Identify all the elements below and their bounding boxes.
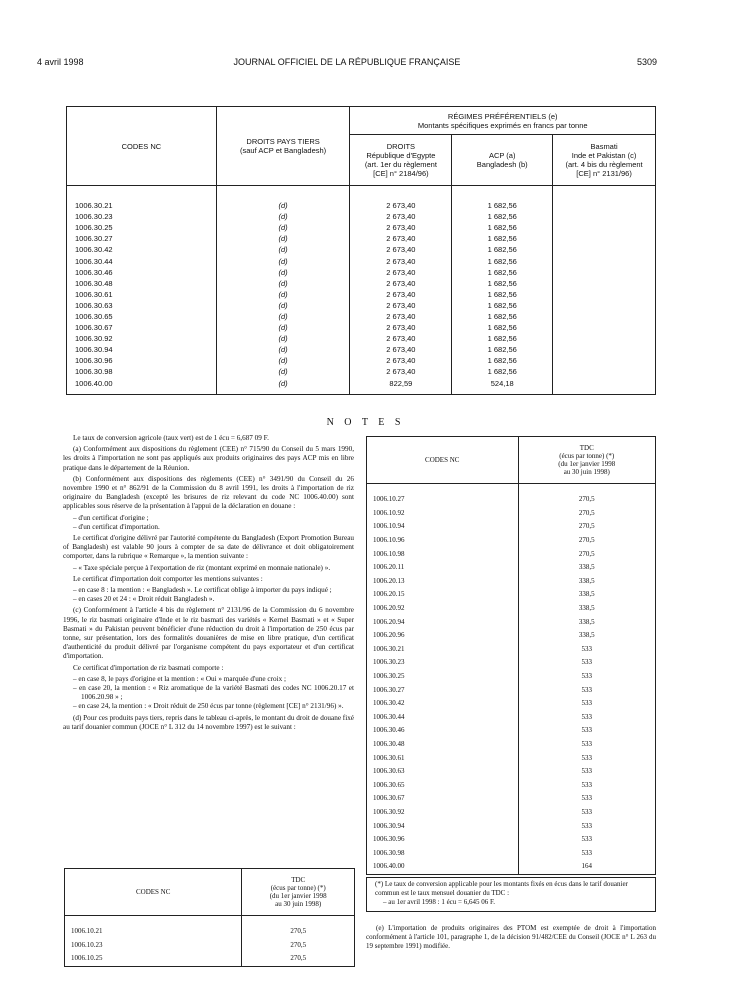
table-row: [367, 697, 656, 711]
code-nc-cell: 1006.30.63: [367, 765, 519, 779]
table-row: [367, 507, 656, 521]
tdc-value-cell: 533: [518, 724, 656, 738]
tdc-value-cell: 533: [518, 778, 656, 792]
basmati-value-cell: [553, 222, 656, 233]
acp-value-cell: 1 682,56: [452, 233, 553, 244]
header-line: (du 1er janvier 1998: [269, 892, 327, 900]
basmati-value-cell: [553, 186, 656, 212]
basmati-value-cell: [553, 278, 656, 289]
basmati-value-cell: [553, 378, 656, 395]
table-row: [367, 670, 656, 684]
main-table-body: [67, 186, 656, 395]
acp-value-cell: 1 682,56: [452, 222, 553, 233]
droits-tiers-cell: (d): [216, 244, 350, 255]
table-row: [367, 534, 656, 548]
header-line: DROITS PAYS TIERS: [246, 137, 320, 146]
code-nc-cell: 1006.30.65: [367, 778, 519, 792]
tdc-value-cell: 533: [518, 670, 656, 684]
header-line: Inde et Pakistan (c): [571, 151, 637, 160]
tdc-footnote: (*) Le taux de conversion applicable pour les montants fixés en écus dans le tarif douanier commun est le taux mensuel douanier du TDC :: [375, 880, 628, 897]
header-line: [CE] n° 2184/96): [373, 169, 429, 178]
acp-value-cell: 1 682,56: [452, 211, 553, 222]
code-nc-cell: 1006.30.48: [367, 738, 519, 752]
table-row: [367, 656, 656, 670]
tdc-value-cell: 533: [518, 656, 656, 670]
table-row: [367, 765, 656, 779]
table-row: [67, 255, 656, 266]
header-acp-bangladesh: [452, 135, 553, 186]
header-date: 4 avril 1998: [37, 57, 84, 67]
droits-tiers-cell: (d): [216, 222, 350, 233]
egypte-value-cell: 2 673,40: [350, 289, 452, 300]
table-row: [65, 952, 355, 966]
header-line: République d'Egypte: [366, 151, 436, 160]
note-list-item: – en case 8 : la mention : « Bangladesh ». Le certificat oblige à importer du pays indiqué ;: [73, 586, 332, 595]
table-row: [67, 244, 656, 255]
egypte-value-cell: 2 673,40: [350, 333, 452, 344]
code-nc-cell: 1006.30.27: [367, 683, 519, 697]
code-nc-cell: 1006.10.27: [367, 484, 519, 507]
header-regimes-preferentiels: [350, 107, 656, 135]
tdc-value-cell: 338,5: [518, 602, 656, 616]
table-row: [367, 846, 656, 860]
droits-tiers-cell: (d): [216, 233, 350, 244]
code-nc-cell: 1006.30.63: [67, 300, 217, 311]
droits-tiers-cell: (d): [216, 322, 350, 333]
table-row: [367, 819, 656, 833]
note-list-item: – en case 8, le pays d'origine et la mention : « Oui » marquée d'une croix ;: [73, 674, 286, 683]
left-notes-column: [63, 434, 354, 734]
code-nc-cell: 1006.30.21: [67, 186, 217, 212]
code-nc-cell: 1006.30.23: [67, 211, 217, 222]
basmati-value-cell: [553, 289, 656, 300]
tdc-value-cell: 270,5: [518, 507, 656, 521]
header-line: au 30 juin 1998): [275, 900, 322, 908]
tdc-value-cell: 533: [518, 765, 656, 779]
code-nc-cell: 1006.20.13: [367, 575, 519, 589]
droits-tiers-cell: (d): [216, 300, 350, 311]
egypte-value-cell: 2 673,40: [350, 222, 452, 233]
table-row: [367, 575, 656, 589]
table-row: [67, 300, 656, 311]
acp-value-cell: 1 682,56: [452, 311, 553, 322]
table-row: [65, 939, 355, 953]
code-nc-cell: 1006.30.23: [367, 656, 519, 670]
header-line: (art. 4 bis du règlement: [565, 160, 643, 169]
code-nc-cell: 1006.30.46: [67, 267, 217, 278]
header-codes-nc: CODES NC: [367, 437, 519, 484]
code-nc-cell: 1006.10.98: [367, 547, 519, 561]
droits-tiers-cell: (d): [216, 366, 350, 377]
table-row: [367, 484, 656, 507]
code-nc-cell: 1006.30.42: [67, 244, 217, 255]
egypte-value-cell: 2 673,40: [350, 244, 452, 255]
tdc-value-cell: 270,5: [242, 916, 355, 939]
egypte-value-cell: 2 673,40: [350, 211, 452, 222]
code-nc-cell: 1006.30.98: [67, 366, 217, 377]
page-header: [37, 57, 657, 71]
code-nc-cell: 1006.10.94: [367, 520, 519, 534]
acp-value-cell: 1 682,56: [452, 333, 553, 344]
table-row: [67, 222, 656, 233]
header-line: (écus par tonne) (*): [270, 884, 326, 892]
header-page-number: 5309: [636, 57, 657, 67]
droits-tiers-cell: (d): [216, 211, 350, 222]
table-row: [367, 629, 656, 643]
table-row: [67, 333, 656, 344]
table-row: [367, 520, 656, 534]
tdc-value-cell: 338,5: [518, 629, 656, 643]
table-row: [367, 711, 656, 725]
acp-value-cell: 1 682,56: [452, 186, 553, 212]
basmati-value-cell: [553, 267, 656, 278]
basmati-value-cell: [553, 322, 656, 333]
code-nc-cell: 1006.20.11: [367, 561, 519, 575]
basmati-value-cell: [553, 333, 656, 344]
table-row: [367, 792, 656, 806]
droits-tiers-cell: (d): [216, 267, 350, 278]
tdc-value-cell: 164: [518, 860, 656, 874]
tdc-value-cell: 533: [518, 697, 656, 711]
right-tdc-table-wrap: [366, 436, 656, 875]
code-nc-cell: 1006.30.48: [67, 278, 217, 289]
right-table-body: [367, 484, 656, 875]
droits-tiers-cell: (d): [216, 289, 350, 300]
code-nc-cell: 1006.10.21: [65, 916, 242, 939]
code-nc-cell: 1006.40.00: [67, 378, 217, 395]
bottom-left-tdc-table-wrap: [64, 868, 355, 967]
basmati-value-cell: [553, 311, 656, 322]
tdc-value-cell: 270,5: [518, 547, 656, 561]
header-tdc: [518, 437, 656, 484]
acp-value-cell: 1 682,56: [452, 267, 553, 278]
acp-value-cell: 1 682,56: [452, 300, 553, 311]
tdc-value-cell: 533: [518, 683, 656, 697]
tdc-value-cell: 338,5: [518, 588, 656, 602]
code-nc-cell: 1006.10.92: [367, 507, 519, 521]
header-line: [CE] n° 2131/96): [576, 169, 632, 178]
tdc-value-cell: 533: [518, 833, 656, 847]
egypte-value-cell: 2 673,40: [350, 278, 452, 289]
header-basmati: [553, 135, 656, 186]
header-journal-title: JOURNAL OFFICIEL DE LA RÉPUBLIQUE FRANÇAISE: [233, 57, 461, 67]
code-nc-cell: 1006.20.92: [367, 602, 519, 616]
basmati-value-cell: [553, 244, 656, 255]
tdc-value-cell: 533: [518, 751, 656, 765]
header-line: TDC: [291, 876, 306, 884]
code-nc-cell: 1006.30.21: [367, 643, 519, 657]
table-row: [367, 561, 656, 575]
table-row: [67, 378, 656, 395]
tdc-footnote-box: [366, 877, 656, 912]
note-e-paragraph: (e) L'importation de produits originaires des PTOM est exemptée de droit à l'importation conformément à l'article 101, paragraphe 1, de la décision 91/482/CEE du Conseil (JOCE n° L 263 du 19 septembre 1991) modifiée.: [366, 924, 656, 950]
code-nc-cell: 1006.30.98: [367, 846, 519, 860]
tdc-value-cell: 270,5: [242, 939, 355, 953]
table-row: [367, 615, 656, 629]
code-nc-cell: 1006.20.94: [367, 615, 519, 629]
basmati-value-cell: [553, 233, 656, 244]
code-nc-cell: 1006.30.94: [367, 819, 519, 833]
note-paragraph: Ce certificat d'importation de riz basmati comporte :: [73, 663, 224, 672]
droits-tiers-cell: (d): [216, 278, 350, 289]
header-line: TDC: [579, 444, 594, 452]
tdc-value-cell: 533: [518, 846, 656, 860]
acp-value-cell: 1 682,56: [452, 278, 553, 289]
header-line: Montants spécifiques exprimés en francs par tonne: [417, 120, 588, 130]
header-tdc: [242, 869, 355, 916]
droits-tiers-cell: (d): [216, 186, 350, 212]
header-line: (du 1er janvier 1998: [558, 460, 616, 468]
droits-tiers-cell: (d): [216, 333, 350, 344]
code-nc-cell: 1006.30.61: [367, 751, 519, 765]
table-row: [67, 344, 656, 355]
table-row: [67, 355, 656, 366]
table-row: [367, 724, 656, 738]
egypte-value-cell: 2 673,40: [350, 366, 452, 377]
code-nc-cell: 1006.30.96: [367, 833, 519, 847]
main-tariff-table: [66, 106, 656, 395]
tdc-value-cell: 270,5: [242, 952, 355, 966]
basmati-value-cell: [553, 300, 656, 311]
code-nc-cell: 1006.30.61: [67, 289, 217, 300]
note-list-item: – d'un certificat d'origine ;: [73, 513, 149, 522]
code-nc-cell: 1006.10.23: [65, 939, 242, 953]
table-row: [67, 186, 656, 212]
note-paragraph: Le taux de conversion agricole (taux vert) est de 1 écu = 6,687 09 F.: [73, 434, 269, 442]
table-row: [367, 833, 656, 847]
acp-value-cell: 1 682,56: [452, 244, 553, 255]
bottom-left-table-body: [65, 916, 355, 967]
note-list-item: – « Taxe spéciale perçue à l'exportation de riz (montant exprimé en monnaie nationale) ».: [73, 563, 331, 572]
header-line: (écus par tonne) (*): [559, 452, 615, 460]
tdc-value-cell: 270,5: [518, 484, 656, 507]
table-row: [67, 267, 656, 278]
header-egypte: [350, 135, 452, 186]
notes-title: N O T E S: [326, 417, 405, 428]
code-nc-cell: 1006.20.96: [367, 629, 519, 643]
tdc-value-cell: 338,5: [518, 575, 656, 589]
header-line: Bangladesh (b): [476, 160, 528, 169]
tdc-value-cell: 270,5: [518, 534, 656, 548]
droits-tiers-cell: (d): [216, 355, 350, 366]
egypte-value-cell: 2 673,40: [350, 311, 452, 322]
note-paragraph: (d) Pour ces produits pays tiers, repris dans le tableau ci-après, le montant du droit de douane fixé au tarif douanier commun (JOCE n° L 312 du 14 novembre 1997) est le suivant :: [63, 713, 354, 731]
header-line: ACP (a): [488, 151, 516, 160]
egypte-value-cell: 2 673,40: [350, 186, 452, 212]
acp-value-cell: 1 682,56: [452, 289, 553, 300]
header-line: Basmati: [590, 142, 618, 151]
header-line: RÉGIMES PRÉFÉRENTIELS (e): [447, 111, 558, 121]
egypte-value-cell: 822,59: [350, 378, 452, 395]
code-nc-cell: 1006.30.67: [367, 792, 519, 806]
code-nc-cell: 1006.30.44: [67, 255, 217, 266]
basmati-value-cell: [553, 211, 656, 222]
code-nc-cell: 1006.40.00: [367, 860, 519, 874]
egypte-value-cell: 2 673,40: [350, 255, 452, 266]
code-nc-cell: 1006.30.65: [67, 311, 217, 322]
acp-value-cell: 1 682,56: [452, 355, 553, 366]
note-list-item: – en cases 20 et 24 : « Droit réduit Bangladesh ».: [73, 595, 215, 604]
egypte-value-cell: 2 673,40: [350, 300, 452, 311]
header-line: au 30 juin 1998): [563, 468, 610, 476]
table-row: [367, 806, 656, 820]
code-nc-cell: 1006.30.44: [367, 711, 519, 725]
code-nc-cell: 1006.30.94: [67, 344, 217, 355]
acp-value-cell: 1 682,56: [452, 366, 553, 377]
table-row: [67, 366, 656, 377]
note-list-item: – d'un certificat d'importation.: [73, 522, 160, 531]
header-droits-pays-tiers: [216, 107, 350, 186]
code-nc-cell: 1006.30.92: [67, 333, 217, 344]
egypte-value-cell: 2 673,40: [350, 233, 452, 244]
table-row: [367, 751, 656, 765]
table-row: [67, 311, 656, 322]
table-row: [367, 643, 656, 657]
table-row: [367, 683, 656, 697]
code-nc-cell: 1006.30.92: [367, 806, 519, 820]
table-row: [367, 602, 656, 616]
note-list-item: – en case 20, la mention : « Riz aromatique de la variété Basmati des codes NC 1006.20.17 et 1006.20.98 » ;: [73, 684, 354, 702]
header-line: (sauf ACP et Bangladesh): [240, 146, 327, 155]
table-row: [367, 547, 656, 561]
droits-tiers-cell: (d): [216, 378, 350, 395]
code-nc-cell: 1006.30.25: [367, 670, 519, 684]
code-nc-cell: 1006.20.15: [367, 588, 519, 602]
basmati-value-cell: [553, 355, 656, 366]
tdc-value-cell: 533: [518, 643, 656, 657]
table-row: [367, 860, 656, 874]
note-list-item: – en case 24, la mention : « Droit réduit de 250 écus par tonne (règlement [CE] n° 2131/96) ».: [73, 702, 344, 711]
table-row: [67, 322, 656, 333]
note-paragraph: Le certificat d'importation doit comporter les mentions suivantes :: [73, 574, 263, 583]
tdc-value-cell: 533: [518, 806, 656, 820]
tdc-footnote-rate: – au 1er avril 1998 : 1 écu = 6,645 06 F.: [383, 898, 496, 906]
tdc-value-cell: 533: [518, 711, 656, 725]
tdc-value-cell: 533: [518, 738, 656, 752]
code-nc-cell: 1006.30.96: [67, 355, 217, 366]
bottom-left-tdc-table: [64, 868, 355, 967]
right-notes: [366, 877, 656, 951]
header-line: (art. 1er du règlement: [364, 160, 437, 169]
code-nc-cell: 1006.30.42: [367, 697, 519, 711]
droits-tiers-cell: (d): [216, 255, 350, 266]
acp-value-cell: 1 682,56: [452, 322, 553, 333]
note-paragraph: (a) Conformément aux dispositions du règlement (CEE) n° 715/90 du Conseil du 5 mars 1990, les droits à l'importation ne sont pas appliqués aux produits originaires des pays ACP mis en libre pratique dans le département de la Réunion.: [63, 445, 354, 472]
table-row: [67, 289, 656, 300]
acp-value-cell: 1 682,56: [452, 255, 553, 266]
tdc-value-cell: 533: [518, 792, 656, 806]
note-paragraph: (c) Conformément à l'article 4 bis du règlement n° 2131/96 de la Commission du 6 novembre 1996, le riz basmati originaire d'Inde et le riz basmati des variétés « Kernel Basmati » et « Super Basmati » du Pakistan peuvent bénéficier d'une réduction du droit à l'importation de 250 écus par tonne, sur présentation, lors des formalités douanières de mise en libre pratique, d'un certificat d'authenticité du produit délivré par l'organisme compétent du pays exportateur et d'un certificat d'importation.: [63, 606, 354, 661]
egypte-value-cell: 2 673,40: [350, 355, 452, 366]
table-row: [65, 916, 355, 939]
table-row: [367, 588, 656, 602]
table-row: [367, 738, 656, 752]
table-row: [67, 233, 656, 244]
egypte-value-cell: 2 673,40: [350, 344, 452, 355]
code-nc-cell: 1006.10.25: [65, 952, 242, 966]
table-row: [367, 778, 656, 792]
basmati-value-cell: [553, 366, 656, 377]
note-paragraph: (b) Conformément aux dispositions des règlements (CEE) n° 3491/90 du Conseil du 26 novembre 1990 et n° 862/91 de la Commission du 8 avril 1991, les droits à l'importation de riz originaire du Bangladesh (excepté les brisures de riz relevant du code NC 1006.40.00) sont applicables sous réserve de la présentation à l'appui de la déclaration en douane :: [63, 474, 354, 511]
tdc-value-cell: 338,5: [518, 615, 656, 629]
droits-tiers-cell: (d): [216, 344, 350, 355]
tdc-value-cell: 338,5: [518, 561, 656, 575]
basmati-value-cell: [553, 344, 656, 355]
code-nc-cell: 1006.30.27: [67, 233, 217, 244]
basmati-value-cell: [553, 255, 656, 266]
table-row: [67, 211, 656, 222]
code-nc-cell: 1006.10.96: [367, 534, 519, 548]
header-codes-nc: CODES NC: [65, 869, 242, 916]
tdc-value-cell: 270,5: [518, 520, 656, 534]
code-nc-cell: 1006.30.46: [367, 724, 519, 738]
code-nc-cell: 1006.30.67: [67, 322, 217, 333]
header-line: DROITS: [386, 142, 416, 151]
egypte-value-cell: 2 673,40: [350, 322, 452, 333]
header-codes-nc: CODES NC: [67, 107, 217, 186]
egypte-value-cell: 2 673,40: [350, 267, 452, 278]
right-tdc-table: [366, 436, 656, 875]
acp-value-cell: 1 682,56: [452, 344, 553, 355]
table-row: [67, 278, 656, 289]
acp-value-cell: 524,18: [452, 378, 553, 395]
tdc-value-cell: 533: [518, 819, 656, 833]
note-paragraph: Le certificat d'origine délivré par l'autorité compétente du Bangladesh (Export Promotion Bureau of Bangladesh) est valable 90 jours à compter de sa date de délivrance et doit obligatoirement comporter, dans la rubrique « Remarque », la mention suivante :: [63, 534, 354, 561]
code-nc-cell: 1006.30.25: [67, 222, 217, 233]
droits-tiers-cell: (d): [216, 311, 350, 322]
